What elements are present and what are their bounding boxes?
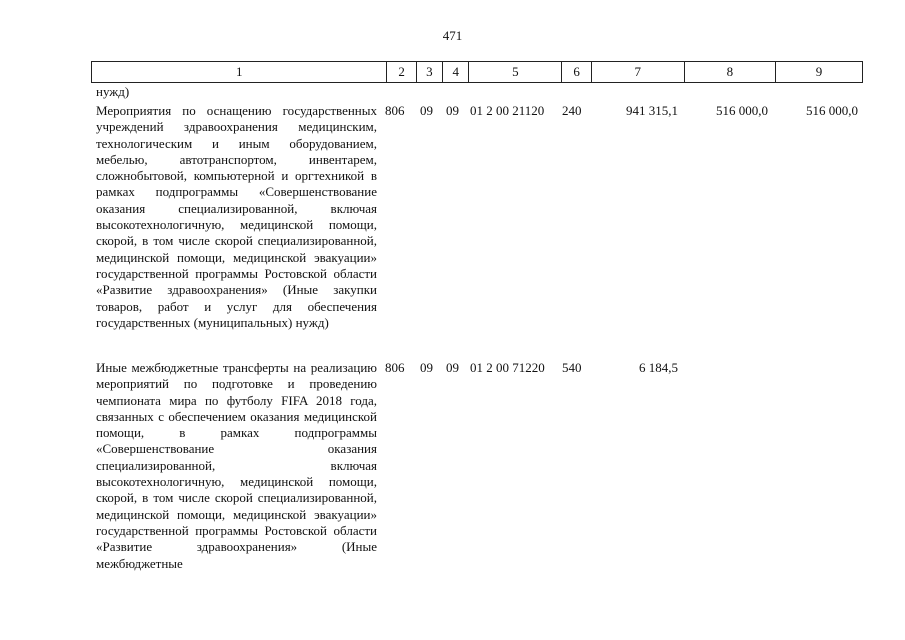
cell-expense-type: 540 [562,360,582,375]
cell-ministry-code: 806 [385,360,405,375]
cell-target-article: 01 2 00 71220 [470,360,545,375]
column-header-row [92,62,863,83]
continuation-text: нужд) [96,84,130,99]
cell-amount-year-1: 941 315,1 [626,103,678,118]
cell-amount-year-1: 6 184,5 [639,360,678,375]
column-header-4: 4 [443,62,469,83]
cell-ministry-code: 806 [385,103,405,118]
column-header-6: 6 [562,62,591,83]
column-header-1: 1 [92,62,387,83]
cell-subsection-code: 09 [446,360,459,375]
cell-section-code: 09 [420,103,433,118]
cell-section-code: 09 [420,360,433,375]
cell-amount-year-2: 516 000,0 [716,103,768,118]
column-header-table [91,61,863,83]
page-number: 471 [442,28,463,43]
cell-subsection-code: 09 [446,103,459,118]
column-header-2: 2 [387,62,416,83]
row-description: Иные межбюджетные трансферты на реализацию мероприятий по подготовке и проведению чемпионата мира по футболу FIFA 2018 года, связанных с обеспечением оказания медицинской помощи, в рамках подпрограммы «Совершенствование оказания специализированной, включая высокотехнологичную, медицинской помощи, скорой, в том числе скорой специализированной, медицинской помощи, медицинской эвакуации» государственной программы Ростовской области «Развитие здравоохранения» (Иные межбюджетные [96,360,377,571]
column-header-3: 3 [416,62,442,83]
cell-target-article: 01 2 00 21120 [470,103,545,118]
column-header-8: 8 [684,62,775,83]
row-description: Мероприятия по оснащению государственных учреждений здравоохранения медицинским, технологическим и иным оборудованием, мебелью, автотранспортом, инвентарем, сложнобытовой, компьютерной и оргтехникой в рамках подпрограммы «Совершенствование оказания специализированной, включая высокотехнологичную, медицинской помощи, скорой, в том числе скорой специализированной, медицинской помощи, медицинской эвакуации» государственной программы Ростовской области «Развитие здравоохранения» (Иные закупки товаров, работ и услуг для обеспечения государственных (муниципальных) нужд) [96,103,377,330]
column-header-7: 7 [591,62,684,83]
cell-amount-year-3: 516 000,0 [806,103,858,118]
cell-expense-type: 240 [562,103,582,118]
column-header-9: 9 [775,62,862,83]
column-header-5: 5 [469,62,562,83]
